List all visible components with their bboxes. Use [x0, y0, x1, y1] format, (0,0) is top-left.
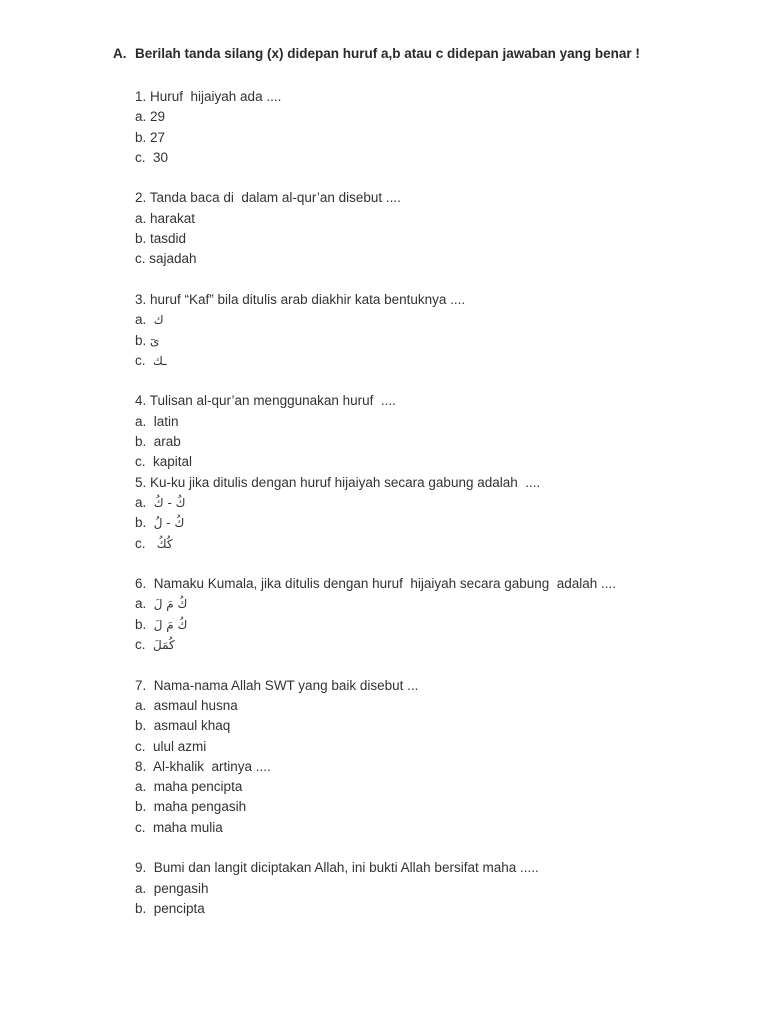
option-label: a. — [135, 312, 154, 328]
question-text: 1. Huruf hijaiyah ada .... — [135, 89, 282, 104]
option-text: 30 — [153, 149, 169, 165]
option-label: b. — [135, 129, 151, 145]
spacer — [135, 270, 616, 290]
answer-option — [135, 635, 616, 655]
option-text: 29 — [150, 109, 166, 125]
option-label: b. — [135, 718, 154, 734]
answer-option — [135, 696, 616, 716]
question-text: 2. Tanda baca di dalam al-qur’an disebut .... — [135, 190, 401, 206]
spacer — [135, 371, 616, 391]
answer-option — [135, 615, 616, 635]
option-label: c. — [135, 637, 154, 653]
option-label: b. — [135, 616, 154, 632]
option-label: c. — [135, 454, 154, 470]
question-text: 5. Ku-ku jika ditulis dengan huruf hijaiyah secara gabung adalah .... — [135, 474, 541, 490]
option-text: harakat — [150, 210, 196, 226]
answer-option — [135, 229, 616, 249]
option-text: maha mulia — [153, 819, 223, 835]
option-text: sajadah — [149, 251, 197, 267]
option-text: ىٓ — [150, 333, 160, 348]
option-text: كُ - كُ — [153, 495, 186, 510]
option-text: tasdid — [150, 231, 187, 247]
answer-option — [135, 432, 616, 452]
option-label: a. — [135, 109, 151, 125]
answer-option — [135, 351, 616, 371]
answer-option — [135, 879, 616, 899]
answer-option — [135, 310, 616, 330]
option-text: asmaul khaq — [153, 718, 231, 734]
answer-option — [135, 249, 616, 269]
question-text: 6. Namaku Kumala, jika ditulis dengan huruf hijaiyah secara gabung adalah .... — [135, 576, 617, 592]
option-text: كُمَلَ — [153, 638, 175, 653]
option-label: c. — [135, 738, 154, 754]
option-text: maha pengasih — [153, 799, 247, 815]
answer-option — [135, 128, 616, 148]
option-label: a. — [135, 596, 154, 612]
option-label: b. — [135, 900, 154, 916]
option-text: ulul azmi — [153, 738, 207, 754]
option-text: كُ مَ لَ — [153, 617, 188, 632]
spacer — [135, 168, 616, 188]
answer-option — [135, 331, 616, 351]
option-label: b. — [135, 799, 154, 815]
answer-option — [135, 452, 616, 472]
question-list — [135, 87, 616, 919]
spacer — [135, 838, 616, 858]
option-label: b. — [135, 231, 151, 247]
option-label: a. — [135, 779, 154, 795]
instruction-text: Berilah tanda silang (x) didepan huruf a,b atau c didepan jawaban yang benar ! — [135, 46, 640, 61]
option-label: c. — [135, 251, 150, 267]
answer-option — [135, 493, 616, 513]
answer-option — [135, 737, 616, 757]
option-label: b. — [135, 515, 154, 531]
option-label: a. — [135, 880, 154, 896]
section-letter: A. — [113, 46, 127, 61]
spacer — [135, 554, 616, 574]
option-text: pengasih — [153, 880, 209, 896]
instruction-heading — [113, 46, 640, 61]
question-text: 4. Tulisan al-qur’an menggunakan huruf .... — [135, 393, 396, 409]
answer-option — [135, 797, 616, 817]
answer-option — [135, 412, 616, 432]
option-text: latin — [153, 413, 179, 429]
option-label: b. — [135, 434, 154, 450]
option-text: kapital — [153, 454, 193, 470]
option-text: 27 — [150, 129, 166, 145]
option-label: c. — [135, 352, 154, 368]
option-label: a. — [135, 210, 151, 226]
option-text: كُ مَ لَ — [153, 597, 188, 612]
question-text: 8. Al-khalik artinya .... — [135, 758, 271, 774]
option-text: pencipta — [153, 900, 205, 916]
answer-option — [135, 209, 616, 229]
answer-option — [135, 594, 616, 614]
answer-option — [135, 534, 616, 554]
answer-option — [135, 716, 616, 736]
option-label: a. — [135, 413, 154, 429]
option-text: ـك — [153, 353, 167, 368]
option-label: a. — [135, 494, 154, 510]
option-text: كُكُ — [156, 536, 173, 551]
answer-option — [135, 818, 616, 838]
option-label: c. — [135, 819, 154, 835]
answer-option — [135, 899, 616, 919]
option-label: a. — [135, 697, 154, 713]
answer-option — [135, 148, 616, 168]
question-text: 3. huruf “Kaf” bila ditulis arab diakhir kata bentuknya .... — [135, 291, 466, 307]
question-text: 9. Bumi dan langit diciptakan Allah, ini bukti Allah bersifat maha ..... — [135, 860, 539, 876]
answer-option — [135, 777, 616, 797]
question-text: 7. Nama-nama Allah SWT yang baik disebut ... — [135, 677, 419, 693]
option-text: arab — [153, 434, 181, 450]
option-text: asmaul husna — [153, 697, 238, 713]
answer-option — [135, 107, 616, 127]
answer-option — [135, 513, 616, 533]
option-text: maha pencipta — [153, 779, 243, 795]
option-text: كُ - لُ — [153, 516, 185, 531]
option-text: ك — [153, 313, 164, 328]
option-label: b. — [135, 332, 151, 348]
option-label: c. — [135, 149, 154, 165]
option-label: c. — [135, 535, 157, 551]
spacer — [135, 655, 616, 675]
